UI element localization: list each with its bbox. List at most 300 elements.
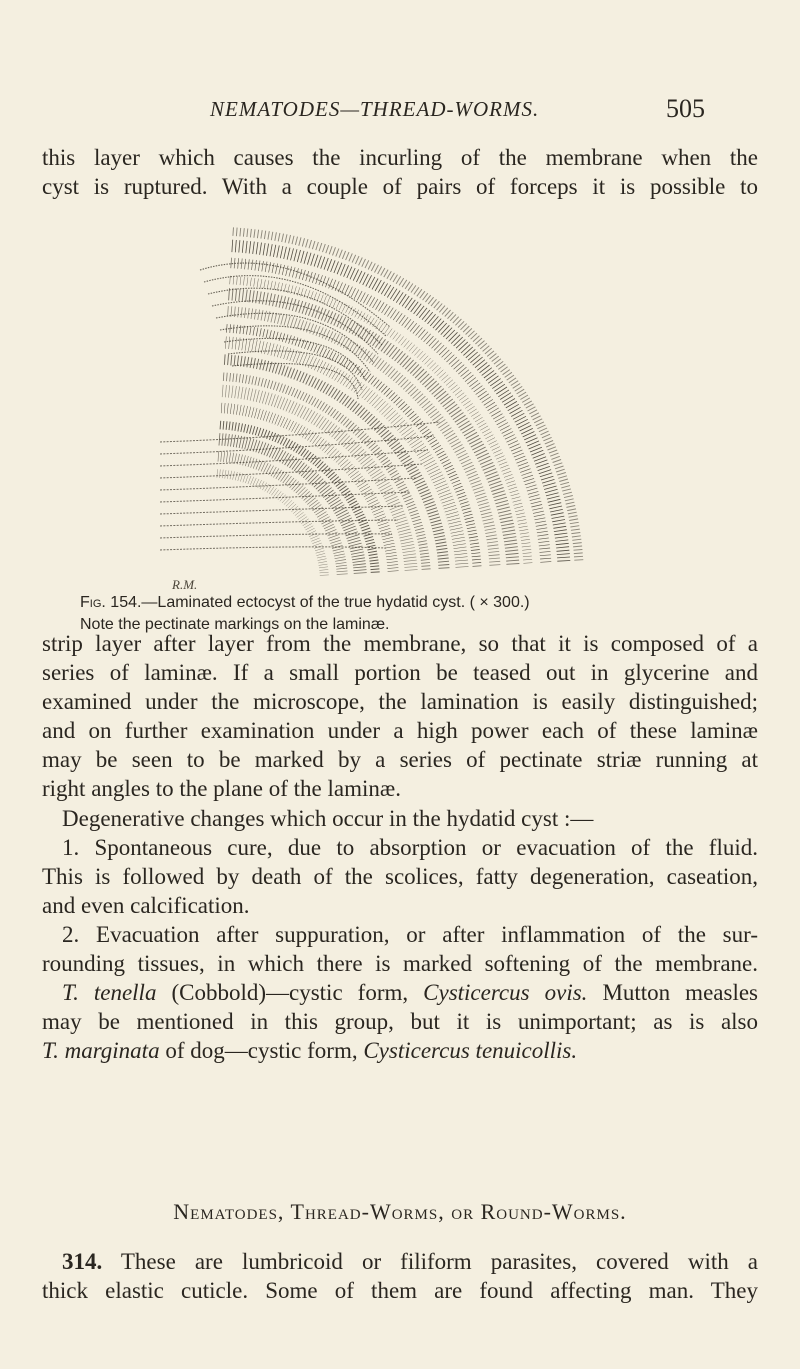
- pectinate-stria: [434, 536, 445, 538]
- pectinate-stria: [367, 393, 375, 403]
- section-heading: Nematodes, Thread-Worms, or Round-Worms.: [173, 1199, 627, 1224]
- pectinate-stria: [482, 429, 490, 433]
- pectinate-stria: [277, 450, 283, 461]
- pectinate-stria: [513, 384, 521, 389]
- pectinate-stria: [538, 538, 549, 539]
- pectinate-stria: [262, 261, 264, 271]
- pectinate-stria: [446, 512, 459, 515]
- pectinate-stria: [388, 571, 399, 572]
- pectinate-stria: [337, 571, 348, 572]
- pectinate-stria: [398, 529, 411, 532]
- pectinate-stria: [232, 386, 233, 398]
- pectinate-stria: [379, 525, 390, 528]
- pectinate-stria: [350, 471, 359, 478]
- pectinate-stria: [312, 541, 320, 544]
- pectinate-stria: [443, 502, 455, 506]
- pectinate-stria: [522, 398, 530, 403]
- pectinate-stria: [324, 258, 328, 270]
- pectinate-stria: [574, 550, 583, 551]
- pectinate-stria: [248, 407, 250, 417]
- pectinate-stria: [244, 387, 246, 399]
- running-title: NEMATODES—THREAD-WORMS.: [210, 97, 540, 121]
- pectinate-stria: [464, 465, 474, 469]
- pectinate-stria: [453, 413, 464, 420]
- pectinate-stria: [381, 325, 386, 332]
- pectinate-stria: [254, 408, 257, 418]
- pectinate-stria: [371, 263, 375, 271]
- pectinate-stria: [250, 327, 251, 335]
- pectinate-stria: [351, 288, 356, 298]
- pectinate-stria: [397, 526, 410, 530]
- pectinate-stria: [307, 432, 313, 441]
- pectinate-stria: [523, 559, 532, 560]
- pectinate-stria: [381, 341, 388, 351]
- pectinate-stria: [317, 512, 326, 518]
- pectinate-stria: [535, 521, 546, 523]
- pectinate-stria: [487, 542, 498, 544]
- text-line: rounding tissues, in which there is marked softening of the membrane.: [42, 951, 758, 976]
- pectinate-stria: [528, 491, 539, 494]
- pectinate-stria: [291, 317, 294, 327]
- pectinate-stria: [300, 392, 304, 400]
- pectinate-stria: [326, 350, 330, 358]
- pectinate-stria: [536, 463, 548, 467]
- pectinate-stria: [392, 349, 400, 359]
- pectinate-stria: [243, 474, 246, 482]
- pectinate-stria: [335, 281, 339, 291]
- pectinate-stria: [317, 401, 322, 408]
- pectinate-stria: [515, 510, 524, 512]
- pectinate-stria: [546, 444, 554, 447]
- pectinate-stria: [266, 293, 268, 305]
- pectinate-stria: [296, 352, 301, 364]
- pectinate-stria: [237, 356, 238, 366]
- curled-lamina: [200, 263, 390, 327]
- pectinate-stria: [348, 540, 361, 543]
- pectinate-stria: [539, 548, 550, 549]
- pectinate-stria: [315, 548, 324, 551]
- pectinate-stria: [265, 393, 269, 405]
- pectinate-stria: [372, 397, 381, 406]
- pectinate-stria: [236, 435, 238, 447]
- pectinate-stria: [323, 244, 326, 252]
- pectinate-stria: [292, 482, 299, 490]
- pectinate-stria: [325, 445, 332, 453]
- pectinate-stria: [247, 277, 248, 286]
- pectinate-stria: [566, 506, 575, 508]
- pectinate-stria: [535, 518, 546, 520]
- pectinate-stria: [227, 324, 228, 333]
- pectinate-stria: [481, 512, 492, 515]
- pectinate-stria: [502, 527, 515, 529]
- pectinate-stria: [472, 556, 481, 557]
- pectinate-stria: [451, 534, 464, 536]
- pectinate-stria: [523, 556, 532, 557]
- pectinate-stria: [507, 438, 517, 443]
- pectinate-stria: [291, 388, 294, 396]
- pectinate-stria: [222, 385, 223, 397]
- pectinate-stria: [267, 244, 269, 256]
- pectinate-stria: [265, 262, 267, 272]
- pectinate-stria: [495, 500, 508, 503]
- pectinate-stria: [500, 520, 513, 523]
- pectinate-stria: [275, 232, 277, 241]
- pectinate-stria: [363, 372, 368, 379]
- pectinate-stria: [391, 415, 401, 423]
- pectinate-stria: [335, 370, 342, 381]
- pectinate-stria: [504, 537, 517, 539]
- pectinate-stria: [555, 466, 564, 469]
- pectinate-stria: [439, 372, 446, 378]
- pectinate-stria: [501, 523, 514, 525]
- pectinate-stria: [288, 368, 292, 378]
- pectinate-stria: [283, 385, 286, 393]
- pectinate-stria: [453, 540, 466, 542]
- pectinate-stria: [250, 477, 253, 485]
- pectinate-stria: [434, 533, 445, 535]
- pectinate-stria: [431, 443, 439, 448]
- pectinate-stria: [408, 507, 416, 510]
- pectinate-stria: [421, 566, 430, 567]
- pectinate-stria: [258, 261, 260, 271]
- pectinate-stria: [313, 435, 319, 444]
- pectinate-stria: [408, 284, 413, 291]
- pectinate-stria: [405, 499, 413, 502]
- pectinate-stria: [503, 370, 510, 375]
- pectinate-stria: [533, 511, 544, 513]
- pectinate-stria: [574, 556, 583, 557]
- pectinate-stria: [329, 537, 339, 541]
- pectinate-stria: [449, 524, 462, 527]
- pectinate-stria: [348, 469, 357, 476]
- pectinate-stria: [376, 517, 386, 521]
- pectinate-stria: [264, 280, 266, 288]
- pectinate-stria: [270, 244, 272, 256]
- pectinate-stria: [498, 390, 509, 397]
- pectinate-stria: [243, 326, 244, 334]
- pectinate-stria: [420, 374, 429, 383]
- pectinate-stria: [300, 372, 304, 382]
- curled-lamina: [216, 313, 374, 363]
- pectinate-stria: [241, 307, 242, 317]
- pectinate-stria: [479, 423, 487, 428]
- pectinate-stria: [317, 346, 321, 354]
- pectinate-stria: [232, 453, 234, 463]
- pectinate-stria: [371, 569, 380, 570]
- pectinate-stria: [406, 343, 412, 350]
- pectinate-stria: [404, 341, 410, 348]
- pectinate-stria: [485, 532, 496, 534]
- pectinate-stria: [316, 551, 325, 553]
- pectinate-stria: [503, 471, 511, 474]
- pectinate-stria: [366, 374, 371, 381]
- pectinate-stria: [306, 410, 312, 421]
- pectinate-stria: [337, 513, 349, 519]
- pectinate-stria: [322, 443, 329, 451]
- pectinate-stria: [314, 399, 318, 407]
- pectinate-stria: [354, 449, 364, 457]
- pectinate-stria: [312, 398, 316, 406]
- pectinate-stria: [217, 469, 218, 478]
- pectinate-stria: [236, 404, 238, 414]
- pectinate-stria: [359, 386, 367, 396]
- pectinate-stria: [550, 453, 558, 456]
- pectinate-stria: [484, 370, 494, 378]
- pectinate-stria: [369, 557, 378, 558]
- pectinate-stria: [374, 511, 384, 515]
- pectinate-stria: [420, 427, 427, 432]
- pectinate-stria: [230, 373, 231, 382]
- pectinate-stria: [239, 240, 240, 252]
- pectinate-stria: [377, 401, 386, 410]
- pectinate-stria: [422, 376, 431, 385]
- pectinate-stria: [427, 360, 433, 366]
- pectinate-stria: [302, 238, 304, 246]
- pectinate-stria: [238, 386, 240, 398]
- pectinate-stria: [537, 531, 548, 533]
- pectinate-stria: [261, 230, 262, 238]
- pectinate-stria: [243, 228, 244, 237]
- pectinate-stria: [294, 318, 297, 328]
- pectinate-stria: [280, 384, 283, 392]
- pectinate-stria: [267, 280, 269, 288]
- pectinate-stria: [352, 447, 362, 456]
- pectinate-stria: [456, 567, 469, 568]
- pectinate-stria: [451, 335, 460, 344]
- pectinate-stria: [421, 559, 430, 560]
- pectinate-stria: [438, 394, 448, 402]
- pectinate-stria: [362, 259, 366, 267]
- pectinate-stria: [483, 519, 494, 521]
- pectinate-stria: [543, 437, 551, 440]
- pectinate-stria: [574, 553, 583, 554]
- text-line: [42, 1247, 758, 1276]
- body-paragraph-2: [42, 804, 758, 833]
- pectinate-stria: [350, 549, 363, 552]
- pectinate-stria: [422, 569, 431, 570]
- pectinate-stria: [275, 264, 277, 274]
- pectinate-stria: [540, 551, 551, 552]
- pectinate-stria: [423, 293, 428, 300]
- pectinate-stria: [253, 242, 255, 254]
- pectinate-stria: [367, 545, 376, 547]
- pectinate-stria: [386, 555, 397, 557]
- pectinate-stria: [329, 351, 333, 359]
- pectinate-stria: [473, 415, 481, 420]
- pectinate-stria: [248, 438, 251, 450]
- pectinate-stria: [353, 564, 366, 566]
- pectinate-stria: [227, 470, 229, 478]
- pectinate-stria: [313, 543, 321, 546]
- pectinate-stria: [245, 456, 248, 466]
- pectinate-stria: [285, 234, 287, 242]
- pectinate-stria: [294, 249, 297, 261]
- pectinate-stria: [326, 245, 329, 253]
- pectinate-stria: [409, 345, 415, 352]
- pectinate-stria: [327, 259, 331, 271]
- pectinate-stria: [270, 381, 273, 389]
- pectinate-stria: [442, 375, 449, 381]
- pectinate-stria: [389, 347, 397, 357]
- pectinate-stria: [355, 512, 363, 516]
- pectinate-stria: [292, 459, 299, 469]
- pectinate-stria: [488, 548, 499, 549]
- pectinate-stria: [230, 324, 231, 333]
- pectinate-stria: [572, 539, 581, 540]
- pectinate-stria: [572, 536, 581, 537]
- pectinate-stria: [528, 407, 536, 411]
- pectinate-stria: [225, 434, 226, 446]
- pectinate-stria: [279, 333, 281, 341]
- pectinate-stria: [332, 353, 336, 361]
- text-line: 2. Evacuation after suppuration, or after inflammation of the sur-: [62, 922, 758, 947]
- pectinate-stria: [282, 334, 284, 342]
- pectinate-stria: [314, 292, 317, 300]
- pectinate-stria: [249, 376, 251, 384]
- pectinate-stria: [315, 437, 322, 445]
- pectinate-stria: [387, 558, 398, 559]
- pectinate-stria: [559, 479, 568, 482]
- pectinate-stria: [320, 572, 329, 573]
- pectinate-stria: [486, 373, 496, 381]
- pectinate-stria: [427, 381, 437, 390]
- pectinate-stria: [370, 566, 379, 567]
- pectinate-stria: [449, 332, 458, 341]
- pectinate-stria: [455, 560, 468, 561]
- pectinate-stria: [523, 475, 533, 478]
- pectinate-stria: [240, 228, 241, 237]
- pectinate-stria: [379, 403, 388, 412]
- pectinate-stria: [414, 304, 422, 314]
- pectinate-stria: [512, 450, 522, 454]
- pectinate-stria: [435, 448, 443, 453]
- pectinate-stria: [478, 503, 489, 506]
- horizontal-lamina: [160, 478, 416, 490]
- pectinate-stria: [339, 250, 342, 258]
- pectinate-stria: [437, 370, 444, 376]
- pectinate-stria: [232, 422, 233, 431]
- pectinate-stria: [475, 360, 485, 368]
- pectinate-stria: [284, 347, 288, 359]
- pectinate-stria: [309, 500, 318, 507]
- pectinate-stria: [482, 368, 492, 376]
- pectinate-stria: [282, 234, 284, 242]
- pectinate-stria: [548, 499, 561, 502]
- text-line: right angles to the plane of the laminæ.: [42, 776, 401, 801]
- pectinate-stria: [372, 472, 383, 479]
- pectinate-stria: [503, 432, 513, 437]
- pectinate-stria: [473, 487, 483, 491]
- pectinate-stria: [371, 378, 377, 385]
- pectinate-stria: [319, 570, 328, 571]
- pectinate-stria: [457, 418, 468, 425]
- pectinate-stria: [408, 435, 418, 442]
- pectinate-stria: [248, 259, 249, 269]
- pectinate-stria: [318, 561, 327, 563]
- pectinate-stria: [313, 325, 317, 335]
- pectinate-stria: [511, 494, 520, 496]
- pectinate-stria: [337, 574, 348, 575]
- pectinate-stria: [294, 389, 298, 397]
- pectinate-stria: [395, 420, 405, 428]
- pectinate-stria: [380, 485, 391, 491]
- pectinate-stria: [374, 399, 383, 408]
- pectinate-stria: [506, 560, 519, 561]
- pectinate-stria: [276, 295, 279, 307]
- pectinate-stria: [363, 294, 368, 303]
- pectinate-stria: [396, 523, 408, 527]
- pectinate-stria: [343, 359, 348, 366]
- pectinate-stria: [248, 476, 251, 484]
- pectinate-stria: [257, 279, 258, 288]
- pectinate-stria: [486, 535, 497, 537]
- pectinate-stria: [237, 276, 238, 285]
- pectinate-stria: [354, 573, 367, 574]
- pectinate-stria: [275, 449, 281, 460]
- pectinate-stria: [494, 497, 507, 501]
- pectinate-stria: [513, 500, 522, 502]
- laminated-ectocyst-figure: [140, 222, 640, 597]
- pectinate-stria: [536, 528, 547, 530]
- pectinate-stria: [529, 495, 540, 498]
- pectinate-stria: [320, 517, 330, 522]
- pectinate-stria: [268, 343, 271, 355]
- pectinate-stria: [517, 389, 525, 394]
- pectinate-stria: [500, 465, 508, 468]
- pectinate-stria: [429, 384, 439, 392]
- pectinate-stria: [372, 421, 380, 428]
- pectinate-stria: [425, 312, 433, 322]
- text-line: may be seen to be marked by a series of pectinate striæ running at: [42, 747, 758, 772]
- pectinate-stria: [437, 451, 445, 455]
- pectinate-stria: [278, 493, 284, 500]
- pectinate-stria: [428, 511, 439, 514]
- pectinate-stria: [239, 374, 240, 383]
- pectinate-stria: [338, 457, 346, 464]
- pectinate-stria: [555, 537, 568, 539]
- pectinate-stria: [487, 545, 498, 546]
- pectinate-stria: [384, 546, 395, 548]
- pectinate-stria: [477, 499, 488, 502]
- pectinate-stria: [320, 402, 325, 409]
- pectinate-stria: [488, 551, 499, 552]
- pectinate-stria: [225, 385, 226, 397]
- pectinate-stria: [239, 405, 241, 415]
- pectinate-stria: [405, 570, 418, 571]
- pectinate-stria: [360, 522, 368, 525]
- pectinate-stria: [314, 479, 323, 488]
- pectinate-stria: [499, 462, 507, 465]
- pectinate-stria: [402, 493, 410, 497]
- pectinate-stria: [540, 558, 551, 559]
- pectinate-stria: [354, 290, 359, 299]
- pectinate-stria: [294, 461, 302, 471]
- pectinate-stria: [467, 527, 476, 529]
- pectinate-stria: [454, 550, 467, 552]
- body-paragraph-1: [42, 629, 758, 803]
- pectinate-stria: [229, 385, 230, 397]
- pectinate-stria: [238, 473, 240, 481]
- pectinate-stria: [263, 243, 265, 255]
- pectinate-stria: [435, 539, 446, 541]
- pectinate-stria: [408, 362, 417, 371]
- pectinate-stria: [334, 554, 345, 556]
- pectinate-stria: [461, 505, 470, 508]
- pectinate-stria: [500, 517, 513, 520]
- pectinate-stria: [360, 370, 365, 377]
- pectinate-stria: [252, 426, 254, 434]
- pectinate-stria: [305, 303, 309, 315]
